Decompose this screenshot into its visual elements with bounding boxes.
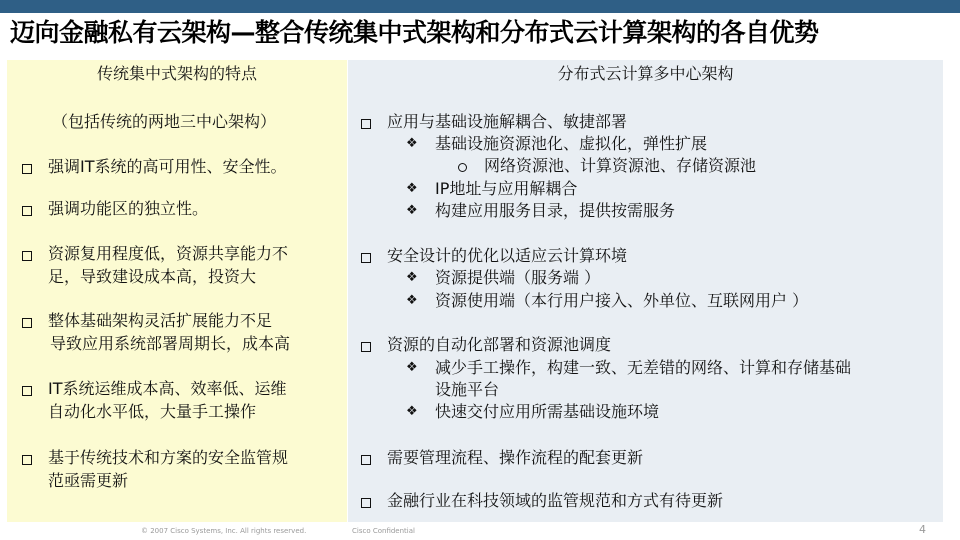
right-section-label: 资源的自动化部署和资源池调度 [387, 335, 612, 354]
right-section-label: 需要管理流程、操作流程的配套更新 [387, 448, 644, 467]
footer-copyright: © 2007 Cisco Systems, Inc. All rights reserved. [141, 527, 307, 535]
left-subheader: （包括传统的两地三中心架构） [52, 112, 277, 131]
right-section-label: 应用与基础设施解耦合、敏捷部署 [387, 112, 628, 131]
right-panel-header: 分布式云计算多中心架构 [557, 64, 734, 83]
checkbox-bullet-icon [361, 342, 371, 352]
right-panel [348, 60, 943, 522]
right-sub-item: IP地址与应用解耦合 [435, 179, 578, 198]
diamond-bullet-icon: ❖ [406, 293, 418, 308]
checkbox-bullet-icon [361, 253, 371, 263]
right-sub-item: 减少手工操作，构建一致、无差错的网络、计算和存储基础 [435, 358, 852, 377]
checkbox-bullet-icon [22, 386, 32, 396]
left-bullet-text: 资源复用程度低，资源共享能力不 [48, 244, 289, 263]
diamond-bullet-icon: ❖ [406, 136, 418, 151]
diamond-bullet-icon: ❖ [406, 181, 418, 196]
checkbox-bullet-icon [22, 206, 32, 216]
left-bullet-text: 强调IT系统的高可用性、安全性。 [48, 157, 287, 176]
checkbox-bullet-icon [22, 455, 32, 465]
left-bullet-text: IT系统运维成本高、效率低、运维 [48, 379, 287, 398]
left-bullet-text: 导致应用系统部署周期长，成本高 [50, 334, 291, 353]
checkbox-bullet-icon [361, 498, 371, 508]
left-bullet-text: 足，导致建设成本高，投资大 [48, 267, 257, 286]
right-sub-item: 资源提供端（服务端 ） [435, 268, 601, 287]
circle-bullet-icon [458, 163, 467, 172]
right-section-label: 安全设计的优化以适应云计算环境 [387, 246, 628, 265]
page-number: 4 [919, 523, 926, 536]
checkbox-bullet-icon [361, 119, 371, 129]
right-sub-item: 快速交付应用所需基础设施环境 [435, 402, 660, 421]
diamond-bullet-icon: ❖ [406, 270, 418, 285]
left-bullet-text: 基于传统技术和方案的安全监管规 [48, 448, 289, 467]
checkbox-bullet-icon [22, 318, 32, 328]
left-bullet-text: 强调功能区的独立性。 [48, 199, 209, 218]
left-bullet-text: 整体基础架构灵活扩展能力不足 [48, 311, 273, 330]
diamond-bullet-icon: ❖ [406, 203, 418, 218]
right-sub-item: 构建应用服务目录，提供按需服务 [435, 201, 676, 220]
top-accent-bar [0, 0, 960, 13]
slide-title: 迈向金融私有云架构—整合传统集中式架构和分布式云计算架构的各自优势 [10, 18, 819, 47]
checkbox-bullet-icon [22, 164, 32, 174]
left-panel [7, 60, 347, 522]
right-sub-sub-item: 网络资源池、计算资源池、存储资源池 [484, 156, 757, 175]
diamond-bullet-icon: ❖ [406, 360, 418, 375]
right-sub-item: 基础设施资源池化、虚拟化，弹性扩展 [435, 134, 708, 153]
checkbox-bullet-icon [361, 455, 371, 465]
checkbox-bullet-icon [22, 251, 32, 261]
right-sub-item: 资源使用端（本行用户接入、外单位、互联网用户 ） [435, 291, 809, 310]
left-panel-header: 传统集中式架构的特点 [96, 64, 257, 83]
left-bullet-text: 自动化水平低，大量手工操作 [48, 402, 257, 421]
diamond-bullet-icon: ❖ [406, 404, 418, 419]
right-section-label: 金融行业在科技领域的监管规范和方式有待更新 [387, 491, 724, 510]
left-bullet-text: 范亟需更新 [48, 471, 129, 490]
footer-confidential: Cisco Confidential [352, 527, 415, 535]
right-sub-item-continuation: 设施平台 [435, 380, 500, 399]
